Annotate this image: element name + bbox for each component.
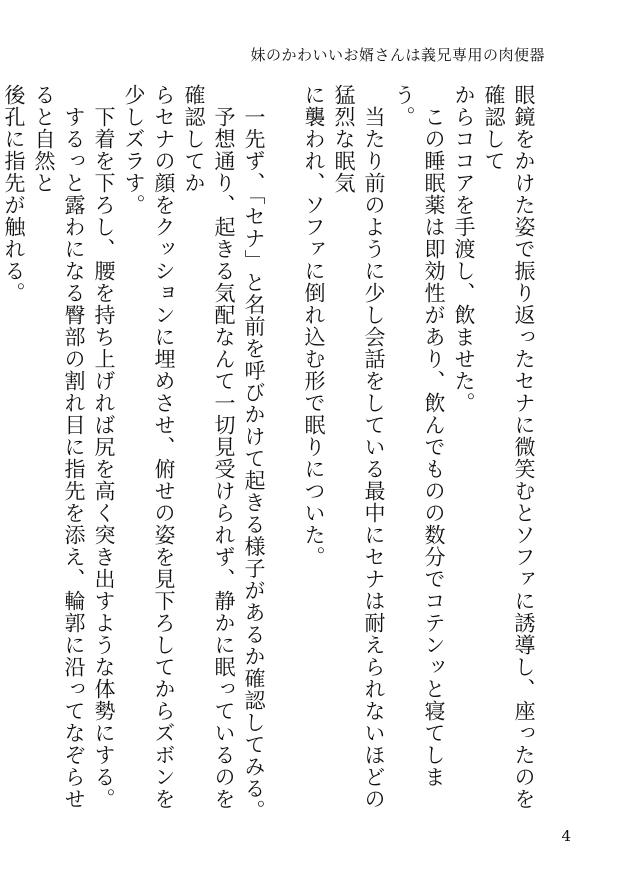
text-line: 後孔に指先が触れる。 bbox=[2, 84, 26, 304]
blank-line bbox=[269, 84, 299, 824]
text-line: するっと露わになる臀部の割れ目に指先を添え、輪郭に沿ってなぞらせると自然と bbox=[32, 84, 86, 810]
vertical-text-body bbox=[2, 84, 539, 824]
text-line: 予想通り、起きる気配なんて一切見受けられず、静かに眠っているのを確認してか bbox=[182, 84, 236, 810]
text-line: らセナの顔をクッションに埋めさせ、俯せの姿を見下ろしてからズボンを少しズラす。 bbox=[122, 84, 176, 810]
page-number: 4 bbox=[561, 827, 571, 845]
text-line: からココアを手渡し、飲ませた。 bbox=[452, 84, 476, 414]
running-header-title: 妹のかわいいお婿さんは義兄専用の肉便器 bbox=[250, 46, 545, 64]
text-line: この睡眠薬は即効性があり、飲んでものの数分でコテンッと寝てしまう。 bbox=[392, 84, 446, 788]
text-line: 当たり前のように少し会話をしている最中にセナは耐えられないほどの猛烈な眠気 bbox=[332, 84, 386, 810]
text-line: 一先ず、「セナ」と名前を呼びかけて起きる様子があるか確認してみる。 bbox=[242, 84, 266, 822]
text-line: 眼鏡をかけた姿で振り返ったセナに微笑むとソファに誘導し、座ったのを確認して bbox=[482, 84, 536, 810]
text-line: に襲われ、ソファに倒れ込む形で眠りについた。 bbox=[302, 84, 326, 568]
text-line: 下着を下ろし、腰を持ち上げれば尻を高く突き出すような体勢にする。 bbox=[92, 84, 116, 810]
